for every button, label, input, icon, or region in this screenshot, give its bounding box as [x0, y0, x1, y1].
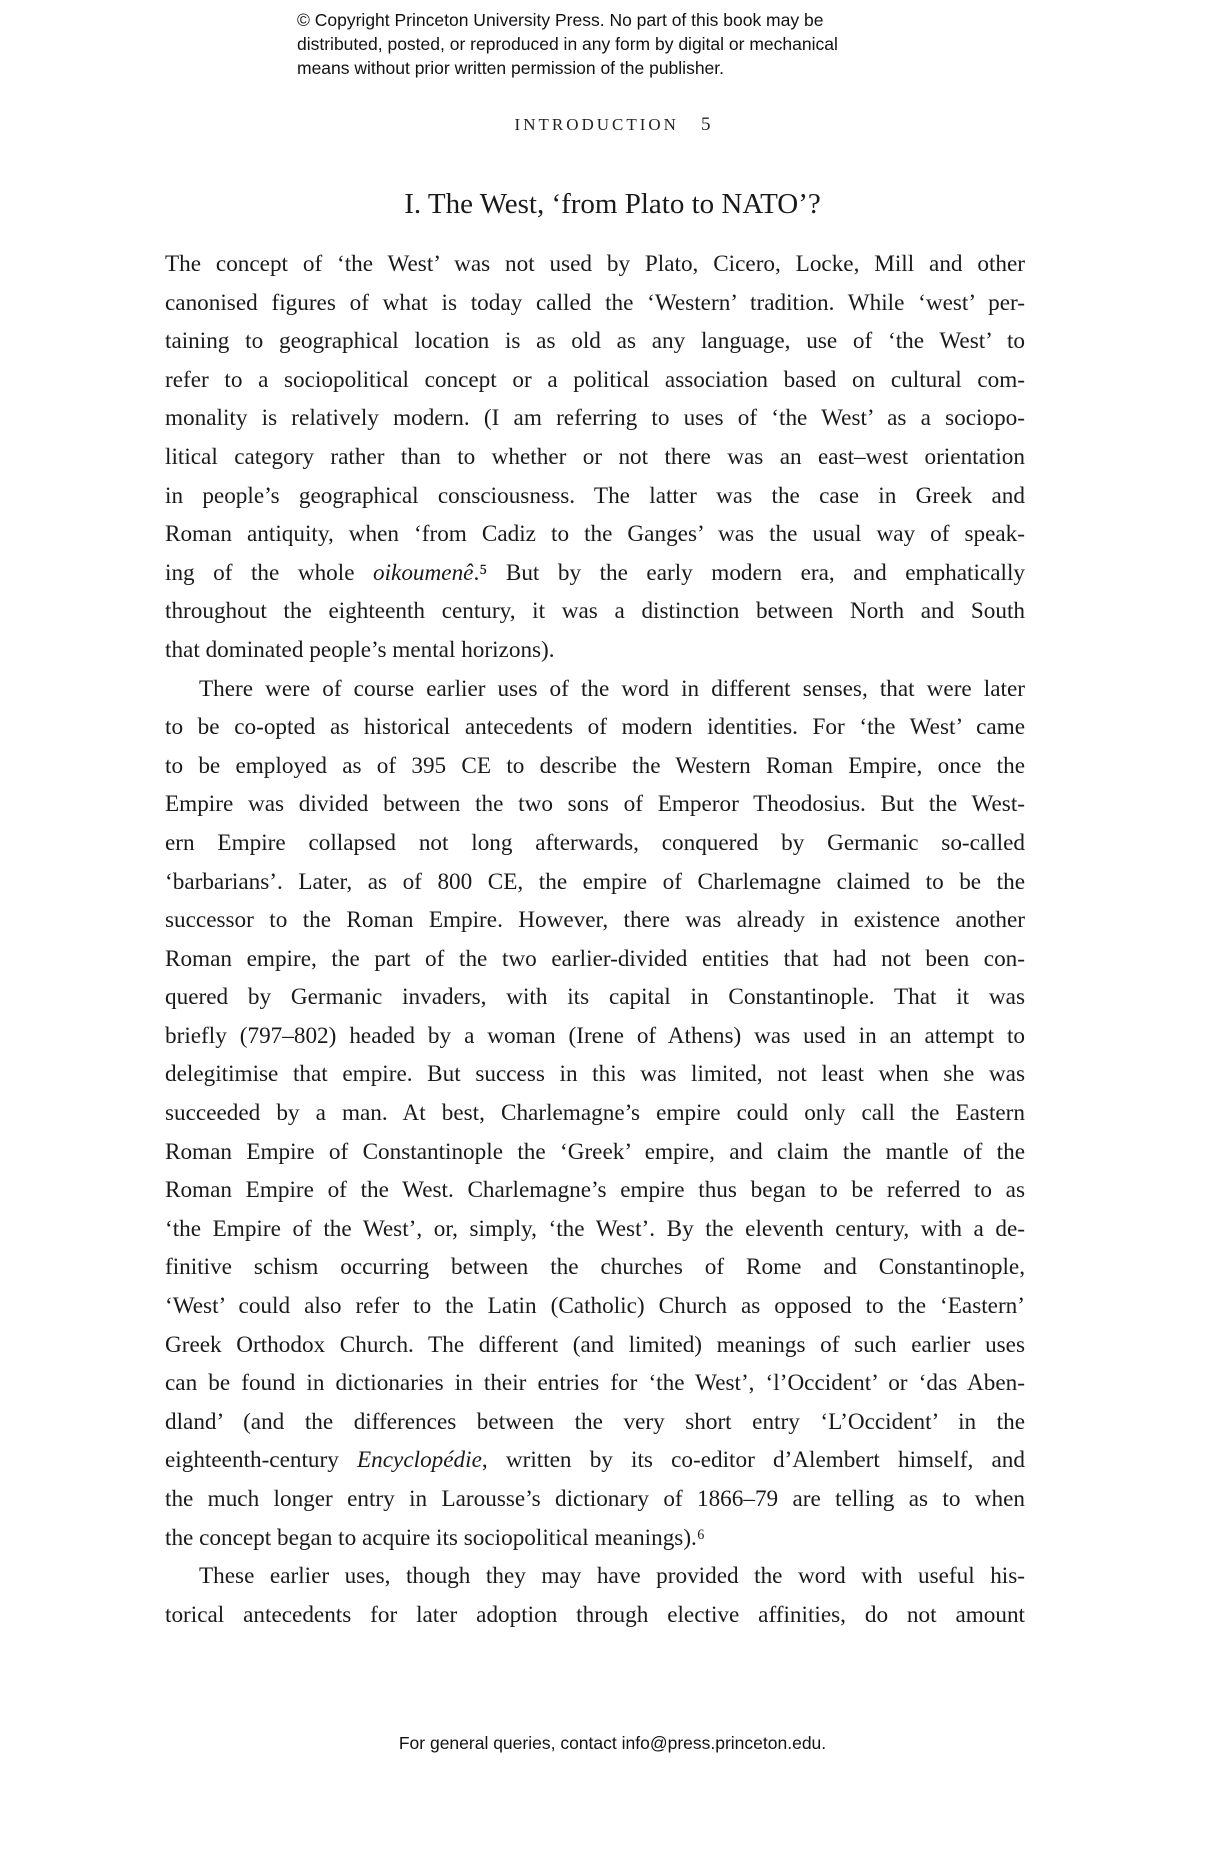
- text-line: canonised figures of what is today called the ‘Western’ tradition. While ‘west’ per-: [165, 289, 1025, 316]
- text-line: monality is relatively modern. (I am referring to uses of ‘the West’ as a sociopo-: [165, 405, 1025, 432]
- text-line: the concept began to acquire its sociopolitical meanings).⁶: [165, 1524, 705, 1551]
- text-line: finitive schism occurring between the churches of Rome and Constantinople,: [165, 1254, 1025, 1281]
- italic-term: Encyclopédie: [357, 1447, 482, 1474]
- text-line: Roman Empire of Constantinople the ‘Greek’ empire, and claim the mantle of the: [165, 1138, 1025, 1165]
- footer-contact: For general queries, contact info@press.princeton.edu.: [398, 1733, 827, 1753]
- text-line: ern Empire collapsed not long afterwards, conquered by Germanic so-called: [165, 829, 1025, 856]
- text-line: Empire was divided between the two sons of Emperor Theodosius. But the West-: [165, 791, 1025, 818]
- text-line: delegitimise that empire. But success in this was limited, not least when she was: [165, 1061, 1025, 1088]
- section-title: I. The West, ‘from Plato to NATO’?: [404, 188, 821, 220]
- text-line: ing of the whole oikoumenê.⁵ But by the early modern era, and emphatically: [165, 559, 1025, 586]
- text-line: throughout the eighteenth century, it was a distinction between North and South: [165, 598, 1025, 625]
- text-line: can be found in dictionaries in their entries for ‘the West’, ‘l’Occident’ or ‘das Aben-: [165, 1370, 1025, 1397]
- text-line: that dominated people’s mental horizons).: [165, 636, 555, 663]
- text-line: Roman antiquity, when ‘from Cadiz to the Ganges’ was the usual way of speak-: [165, 521, 1025, 548]
- text-line: quered by Germanic invaders, with its capital in Constantinople. That it was: [165, 984, 1025, 1011]
- text-line: ‘barbarians’. Later, as of 800 CE, the empire of Charlemagne claimed to be the: [165, 868, 1025, 895]
- text-line: succeeded by a man. At best, Charlemagne’s empire could only call the Eastern: [165, 1100, 1025, 1127]
- text-line: Roman empire, the part of the two earlier-divided entities that had not been con-: [165, 945, 1025, 972]
- copyright-line: means without prior written permission of the publisher.: [297, 58, 725, 78]
- text-line: ‘the Empire of the West’, or, simply, ‘the West’. By the eleventh century, with a de-: [165, 1215, 1025, 1242]
- copyright-line: distributed, posted, or reproduced in any form by digital or mechanical: [297, 34, 838, 54]
- running-head: [0, 114, 1225, 136]
- text-line: The concept of ‘the West’ was not used by Plato, Cicero, Locke, Mill and other: [165, 251, 1025, 277]
- page-number: 5: [700, 114, 711, 135]
- text-line: ‘West’ could also refer to the Latin (Catholic) Church as opposed to the ‘Eastern’: [165, 1293, 1025, 1320]
- text-line: successor to the Roman Empire. However, there was already in existence another: [165, 907, 1025, 934]
- text-line: torical antecedents for later adoption through elective affinities, do not amount: [165, 1601, 1025, 1628]
- text-line: the much longer entry in Larousse’s dictionary of 1866–79 are telling as to when: [165, 1486, 1025, 1512]
- text-line: taining to geographical location is as old as any language, use of ‘the West’ to: [165, 328, 1025, 355]
- text-line: Greek Orthodox Church. The different (and limited) meanings of such earlier uses: [165, 1331, 1025, 1358]
- text-line: litical category rather than to whether or not there was an east–west orientation: [165, 443, 1025, 470]
- copyright-notice: [297, 8, 937, 80]
- running-head-title: INTRODUCTION: [514, 115, 679, 134]
- italic-term: oikoumenê: [373, 559, 474, 586]
- text-line: eighteenth-century Encyclopédie, written by its co-editor d’Alembert himself, and: [165, 1447, 1025, 1474]
- body-text: [165, 245, 1025, 1634]
- text-line: There were of course earlier uses of the word in different senses, that were later: [199, 675, 1025, 702]
- text-line: refer to a sociopolitical concept or a political association based on cultural com-: [165, 366, 1025, 393]
- text-line: Roman Empire of the West. Charlemagne’s empire thus began to be referred to as: [165, 1177, 1025, 1204]
- text-line: briefly (797–802) headed by a woman (Irene of Athens) was used in an attempt to: [165, 1022, 1025, 1049]
- text-line: These earlier uses, though they may have provided the word with useful his-: [199, 1563, 1025, 1590]
- copyright-line: © Copyright Princeton University Press. No part of this book may be: [297, 10, 824, 30]
- text-line: dland’ (and the differences between the very short entry ‘L’Occident’ in the: [165, 1408, 1025, 1435]
- text-line: to be co-opted as historical antecedents of modern identities. For ‘the West’ came: [165, 714, 1025, 741]
- text-line: to be employed as of 395 CE to describe the Western Roman Empire, once the: [165, 752, 1025, 779]
- text-line: in people’s geographical consciousness. The latter was the case in Greek and: [165, 482, 1025, 509]
